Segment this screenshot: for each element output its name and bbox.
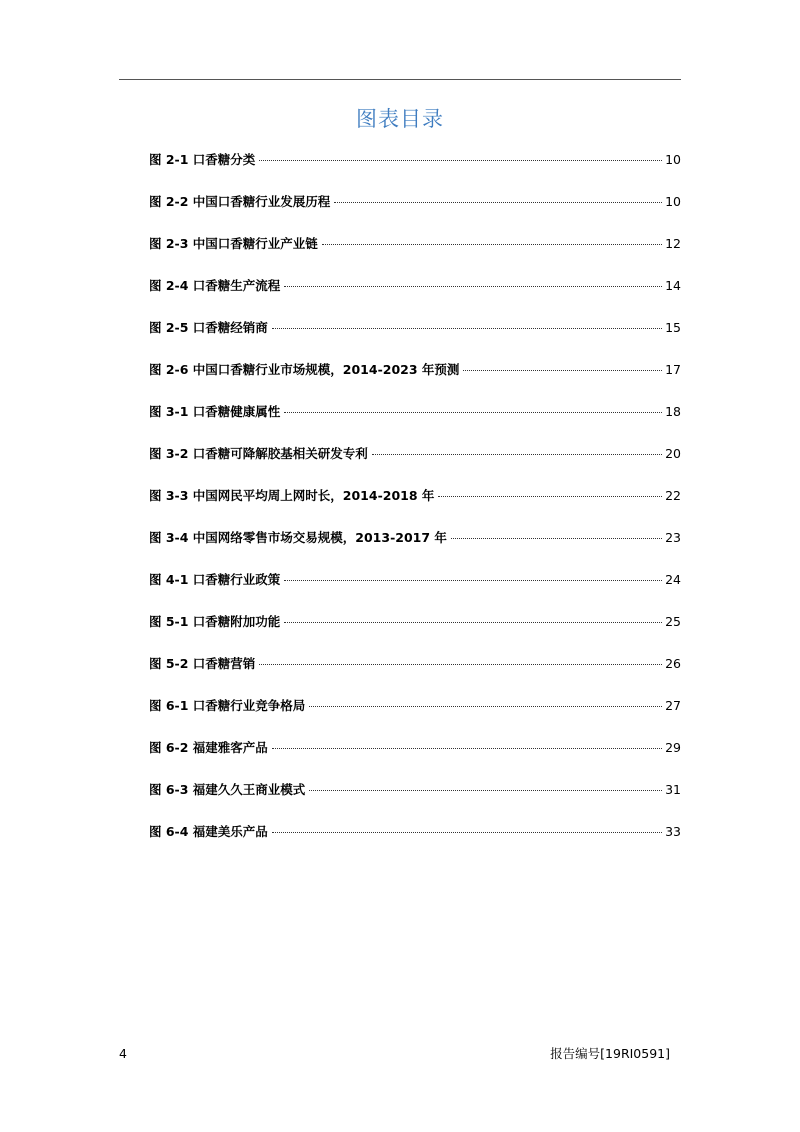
toc-entry-page: 20 — [665, 446, 681, 461]
toc-leader-dots — [284, 622, 662, 623]
toc-entry[interactable] — [149, 359, 681, 401]
toc-entry[interactable] — [149, 695, 681, 737]
toc-leader-dots — [259, 664, 662, 665]
toc-leader-dots — [272, 832, 662, 833]
footer-report-id: 报告编号[19RI0591] — [550, 1046, 670, 1061]
toc-entry[interactable] — [149, 527, 681, 569]
toc-entry-page: 23 — [665, 530, 681, 545]
toc-entry-label: 图 4-1 口香糖行业政策 — [149, 572, 281, 587]
toc-entry-label: 图 3-4 中国网络零售市场交易规模，2013-2017 年 — [149, 530, 447, 545]
toc-entry-page: 33 — [665, 824, 681, 839]
toc-entry[interactable] — [149, 569, 681, 611]
toc-entry-label: 图 3-1 口香糖健康属性 — [149, 404, 281, 419]
toc-leader-dots — [438, 496, 662, 497]
toc-leader-dots — [284, 286, 662, 287]
toc-entry-label: 图 2-1 口香糖分类 — [149, 152, 256, 167]
toc-entry[interactable] — [149, 611, 681, 653]
toc-entry-label: 图 3-3 中国网民平均周上网时长，2014-2018 年 — [149, 488, 435, 503]
toc-list — [149, 149, 681, 863]
toc-entry[interactable] — [149, 317, 681, 359]
toc-entry-page: 10 — [665, 152, 681, 167]
toc-entry[interactable] — [149, 821, 681, 863]
header-rule — [119, 79, 681, 80]
toc-entry[interactable] — [149, 401, 681, 443]
toc-title: 图表目录 — [356, 107, 444, 131]
toc-entry[interactable] — [149, 653, 681, 695]
toc-entry-label: 图 6-4 福建美乐产品 — [149, 824, 268, 839]
toc-entry-page: 29 — [665, 740, 681, 755]
toc-entry[interactable] — [149, 149, 681, 191]
toc-entry-page: 12 — [665, 236, 681, 251]
toc-entry-label: 图 6-2 福建雅客产品 — [149, 740, 268, 755]
toc-entry-page: 26 — [665, 656, 681, 671]
toc-leader-dots — [272, 328, 662, 329]
toc-entry[interactable] — [149, 233, 681, 275]
toc-entry-label: 图 6-1 口香糖行业竞争格局 — [149, 698, 306, 713]
toc-entry[interactable] — [149, 779, 681, 821]
toc-entry-label: 图 3-2 口香糖可降解胶基相关研发专利 — [149, 446, 368, 461]
toc-entry-page: 14 — [665, 278, 681, 293]
toc-entry-label: 图 2-5 口香糖经销商 — [149, 320, 268, 335]
toc-entry-label: 图 2-4 口香糖生产流程 — [149, 278, 281, 293]
toc-leader-dots — [372, 454, 662, 455]
toc-leader-dots — [309, 706, 662, 707]
toc-entry-label: 图 5-1 口香糖附加功能 — [149, 614, 281, 629]
toc-entry[interactable] — [149, 485, 681, 527]
toc-entry[interactable] — [149, 191, 681, 233]
toc-entry-label: 图 2-2 中国口香糖行业发展历程 — [149, 194, 331, 209]
toc-entry-page: 24 — [665, 572, 681, 587]
toc-leader-dots — [451, 538, 662, 539]
toc-entry[interactable] — [149, 443, 681, 485]
toc-leader-dots — [284, 412, 662, 413]
toc-entry-label: 图 5-2 口香糖营销 — [149, 656, 256, 671]
toc-leader-dots — [334, 202, 662, 203]
toc-leader-dots — [309, 790, 662, 791]
toc-entry-label: 图 6-3 福建久久王商业模式 — [149, 782, 306, 797]
toc-entry-page: 17 — [665, 362, 681, 377]
footer-page-number: 4 — [119, 1046, 127, 1061]
toc-entry-page: 10 — [665, 194, 681, 209]
toc-entry-page: 25 — [665, 614, 681, 629]
toc-entry-page: 18 — [665, 404, 681, 419]
toc-entry-page: 22 — [665, 488, 681, 503]
toc-entry-label: 图 2-6 中国口香糖行业市场规模，2014-2023 年预测 — [149, 362, 460, 377]
toc-leader-dots — [259, 160, 662, 161]
toc-leader-dots — [272, 748, 662, 749]
toc-entry-page: 27 — [665, 698, 681, 713]
toc-leader-dots — [463, 370, 662, 371]
toc-entry-label: 图 2-3 中国口香糖行业产业链 — [149, 236, 318, 251]
toc-leader-dots — [284, 580, 662, 581]
toc-entry-page: 15 — [665, 320, 681, 335]
toc-entry-page: 31 — [665, 782, 681, 797]
toc-leader-dots — [322, 244, 662, 245]
toc-entry[interactable] — [149, 737, 681, 779]
toc-entry[interactable] — [149, 275, 681, 317]
